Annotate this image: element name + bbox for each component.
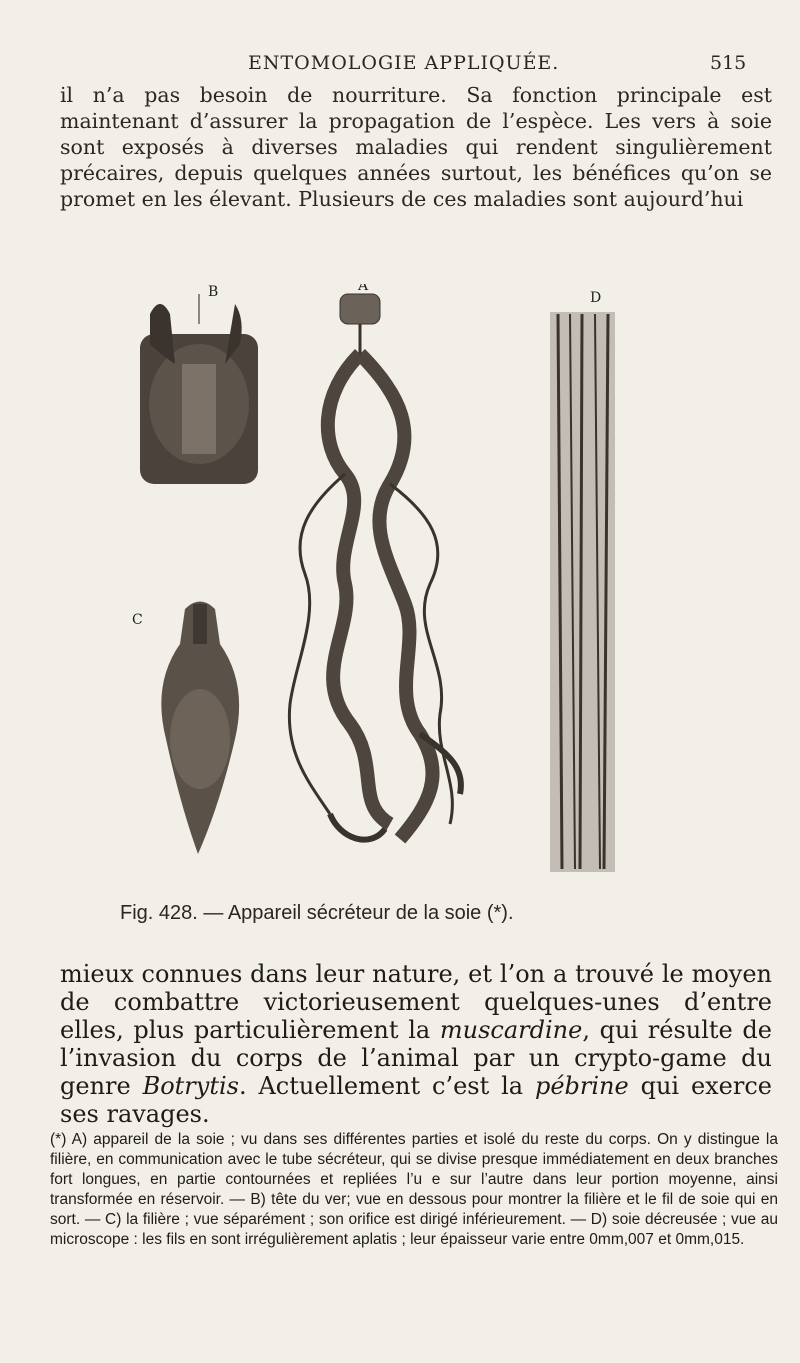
panel-d-silk-fibers-illustration: [550, 290, 615, 872]
paragraph-2-text-a: mieux connues dans leur nature, et l’on a trouvé le moyen de combattre victorieusement quelques-unes d’entre elles, plus particulièrement la: [60, 960, 772, 1044]
paragraph-2-text-c: . Actuellement c’est la: [238, 1072, 535, 1100]
figure-caption: Fig. 428. — Appareil sécréteur de la soie (*).: [120, 902, 514, 924]
term-muscardine: muscardine: [439, 1016, 583, 1044]
paragraph-2-text-b: , qui résulte de l’invasion du corps de l’animal par un crypto-game du genre: [60, 1016, 772, 1100]
label-a: A: [358, 284, 369, 294]
figure-silk-gland: [130, 284, 720, 880]
label-c: C: [132, 612, 143, 628]
panel-a-silk-gland-illustration: [289, 284, 461, 840]
term-botrytis: Botrytis: [142, 1072, 239, 1100]
running-title: ENTOMOLOGIE APPLIQUÉE.: [248, 52, 560, 74]
page-number: 515: [710, 52, 747, 74]
panel-c-spinneret-illustration: [132, 602, 239, 855]
term-pebrine: pébrine: [534, 1072, 629, 1100]
paragraph-2: [60, 960, 772, 1128]
paragraph-2-text-d: qui exerce ses ravages.: [60, 1072, 772, 1128]
label-d: D: [590, 290, 602, 306]
panel-b-head-illustration: [140, 284, 258, 484]
label-b: B: [208, 284, 219, 300]
paragraph-1: il n’a pas besoin de nourriture. Sa fonction principale est maintenant d’assurer la propagation de l’espèce. Les vers à soie sont exposés à diverses maladies qui rendent singulièrement précaires, depuis quelques années surtout, les bénéfices qu’on se promet en les élevant. Plusieurs de ces maladies sont aujourd’hui: [60, 83, 772, 211]
footnote: (*) A) appareil de la soie ; vu dans ses différentes parties et isolé du reste du corps. On y distingue la filière, en communication avec le tube sécréteur, qui se divise presque immédiatement en deux branches fort longues, en partie contournées et repliées l’u e sur l’autre dans leur portion moyenne, ainsi transformée en réservoir. — B) tête du ver; vue en dessous pour montrer la filière et le fil de soie qui en sort. — C) la filière ; vue séparément ; son orifice est dirigé inférieurement. — D) soie décreusée ; vue au microscope : les fils en sont irrégulièrement aplatis ; leur épaisseur varie entre 0mm,007 et 0mm,015.: [50, 1131, 778, 1248]
